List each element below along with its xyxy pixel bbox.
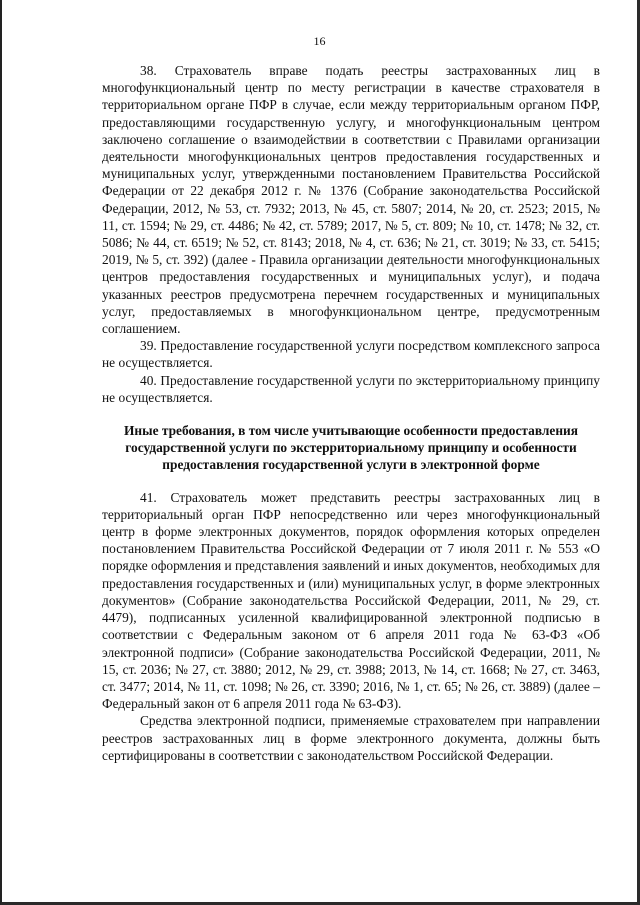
section-heading: Иные требования, в том числе учитывающие особенности предоставления государственной услуги по экстерриториальному принципу и особенности предоставления государственной услуги в электронной форме [123,423,579,473]
document-body [102,62,600,764]
paragraph-41: 41. Страхователь может представить реестры застрахованных лиц в территориальный орган ПФР непосредственно или через многофункциональный центр в форме электронных документов, порядок оформления которых определен постановлением Правительства Российской Федерации от 7 июля 2011 г. № 553 «О порядке оформления и представления заявлений и иных документов, необходимых для предоставления государственных и (или) муниципальных услуг, в форме электронных документов» (Собрание законодательства Российской Федерации, 2011, № 29, ст. 4479), подписанных усиленной квалифицированной электронной подписью в соответствии с Федеральным законом от 6 апреля 2011 года № 63-ФЗ «Об электронной подписи» (Собрание законодательства Российской Федерации, 2011, № 15, ст. 2036; № 27, ст. 3880; 2012, № 29, ст. 3988; 2013, № 14, ст. 1668; № 27, ст. 3463, ст. 3477; 2014, № 11, ст. 1098; № 26, ст. 3390; 2016, № 1, ст. 65; № 26, ст. 3889) (далее – Федеральный закон от 6 апреля 2011 года № 63-ФЗ). [102,489,600,712]
paragraph-39: 39. Предоставление государственной услуги посредством комплексного запроса не осуществляется. [102,338,600,371]
page-number: 16 [313,34,326,48]
paragraph-signature-tools: Средства электронной подписи, применяемые страхователем при направлении реестров застрахованных лиц в форме электронного документа, должны быть сертифицированы в соответствии с законодательством Российской Федерации. [102,713,600,763]
paragraph-40: 40. Предоставление государственной услуги по экстерриториальному принципу не осуществляется. [102,372,600,405]
paragraph-38: 38. Страхователь вправе подать реестры застрахованных лиц в многофункциональный центр по месту регистрации в качестве страхователя в территориальном органе ПФР в случае, если между территориальным органом ПФР, предоставляющими государственную услугу, и многофункциональным центром заключено соглашение о взаимодействии в соответствии с Правилами организации деятельности многофункциональных центров предоставления государственных и муниципальных услуг, утвержденными постановлением Правительства Российской Федерации от 22 декабря 2012 г. № 1376 (Собрание законодательства Российской Федерации, 2012, № 53, ст. 7932; 2013, № 45, ст. 5807; 2014, № 20, ст. 2523; 2015, № 11, ст. 1594; № 29, ст. 4486; № 42, ст. 5789; 2017, № 5, ст. 809; № 10, ст. 1478; № 32, ст. 5086; № 44, ст. 6519; № 52, ст. 8143; 2018, № 4, ст. 636; № 21, ст. 3019; № 33, ст. 5415; 2019, № 5, ст. 392) (далее - Правила организации деятельности многофункциональных центров предоставления государственных и муниципальных услуг), и подача указанных реестров предусмотрена перечнем государственных и муниципальных услуг, предоставляемых в многофункциональном центре, предусмотренным соглашением. [102,63,600,337]
